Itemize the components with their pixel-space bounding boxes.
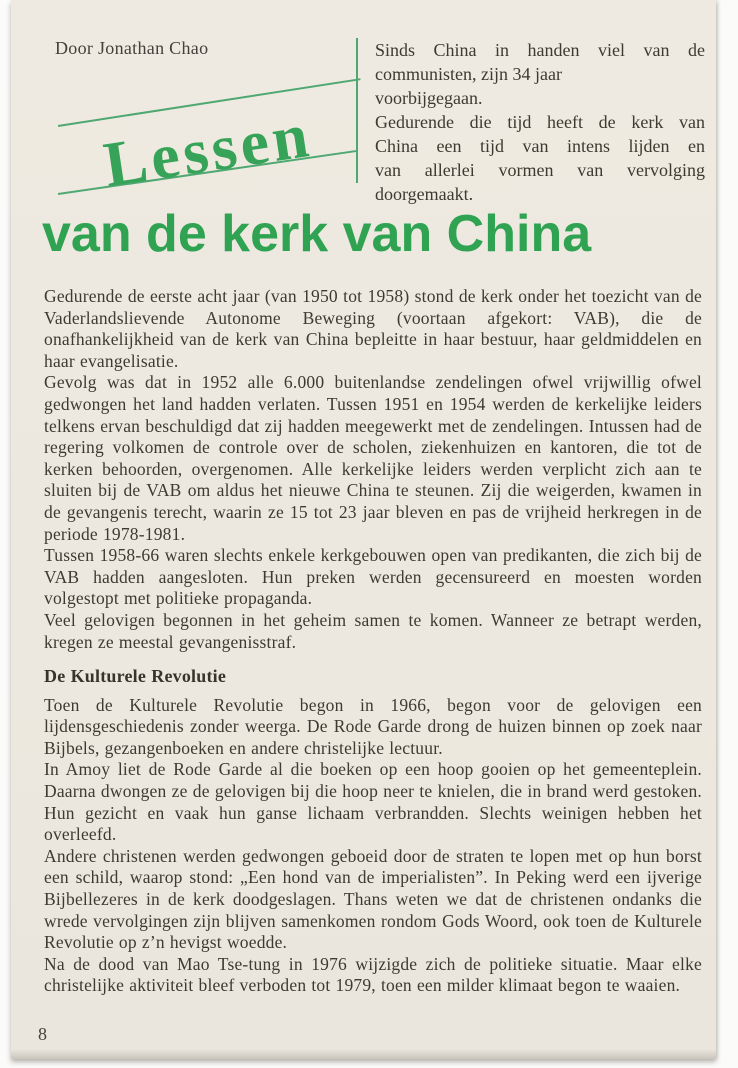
- paragraph: Gevolg was dat in 1952 alle 6.000 buitenlandse zendelingen ofwel vrijwillig ofwel gedwongen het land hadden verlaten. Tussen 1951 en 1954 werden de kerkelijke leiders telkens ervan beschuldigd dat zij hadden meegewerkt met de zendelingen. Intussen had de regering volkomen de controle over de scholen, ziekenhuizen en kantoren, die tot de kerken behoorden, overgenomen. Alle kerkelijke leiders werden verplicht zich aan te sluiten bij de VAB om aldus het nieuwe China te steunen. Zij die weigerden, kwamen in de gevangenis terecht, waarin ze 15 tot 23 jaar bleven en pas de vrijheid herkregen in de periode 1978-1981.: [44, 372, 702, 544]
- paragraph: Gedurende de eerste acht jaar (van 1950 tot 1958) stond de kerk onder het toezicht van de Vaderlandslievende Autonome Beweging (voortaan afgekort: VAB), die de onafhankelijkheid van de kerk van China bepleitte in haar bestuur, haar geldmiddelen en haar evangelisatie.: [44, 286, 702, 371]
- intro-line: communisten, zijn 34 jaar: [375, 64, 562, 84]
- article-body: [44, 286, 702, 997]
- byline: Door Jonathan Chao: [55, 38, 209, 58]
- paragraph: In Amoy liet de Rode Garde al die boeken op een hoop gooien op het gemeenteplein. Daarna dwongen ze de gelovigen bij die hoop neer te knielen, die in brand werd gestoken. Hun gezicht en vaak hun ganse lichaam verbrandden. Slechts weinigen hebben het overleefd.: [44, 759, 702, 845]
- intro-line: voorbijgegaan.: [375, 88, 483, 108]
- intro-line: China een tijd van intens lijden en: [375, 136, 705, 156]
- intro-line: doorgemaakt.: [375, 184, 474, 204]
- banner-word: Lessen: [99, 98, 317, 201]
- intro-line: Gedurende die tijd heeft de kerk van: [375, 112, 705, 132]
- vertical-divider-line: [356, 38, 358, 183]
- paragraph: Veel gelovigen begonnen in het geheim samen te komen. Wanneer ze betrapt werden, kregen ze meestal gevangenisstraf.: [44, 609, 702, 652]
- scanned-page: [11, 0, 716, 1059]
- intro-line: van allerlei vormen van vervolging: [375, 160, 705, 180]
- intro-line: Sinds China in handen viel van de: [375, 40, 705, 60]
- paragraph: Toen de Kulturele Revolutie begon in 1966, begon voor de gelovigen een lijdensgeschiedenis zonder weerga. De Rode Garde drong de huizen binnen op zoek naar Bijbels, gezangenboeken en andere christelijke lectuur.: [44, 694, 702, 758]
- intro-column: [375, 38, 705, 206]
- article-title: van de kerk van China: [42, 205, 592, 263]
- paragraph: Tussen 1958-66 waren slechts enkele kerkgebouwen open van predikanten, die zich bij de VAB hadden aangesloten. Hun preken werden gecensureerd en moesten worden volgestopt met politieke propaganda.: [44, 545, 702, 609]
- paragraph: Na de dood van Mao Tse-tung in 1976 wijzigde zich de politieke situatie. Maar elke christelijke aktiviteit bleef verboden tot 1979, toen een milder klimaat begon te waaien.: [44, 953, 702, 996]
- page-number: 8: [38, 1024, 47, 1044]
- paragraph: Andere christenen werden gedwongen geboeid door de straten te lopen met op hun borst een schild, waarop stond: „Een hond van de imperialisten”. In Peking werd een ijverige Bijbellezeres in de kerk doodgeslagen. Thans weten we dat de christenen ondanks die wrede vervolgingen zijn blijven samenkomen rondom Gods Woord, ook toen de Kulturele Revolutie op z’n hevigst woedde.: [44, 845, 702, 953]
- section-subheading: De Kulturele Revolutie: [44, 666, 227, 687]
